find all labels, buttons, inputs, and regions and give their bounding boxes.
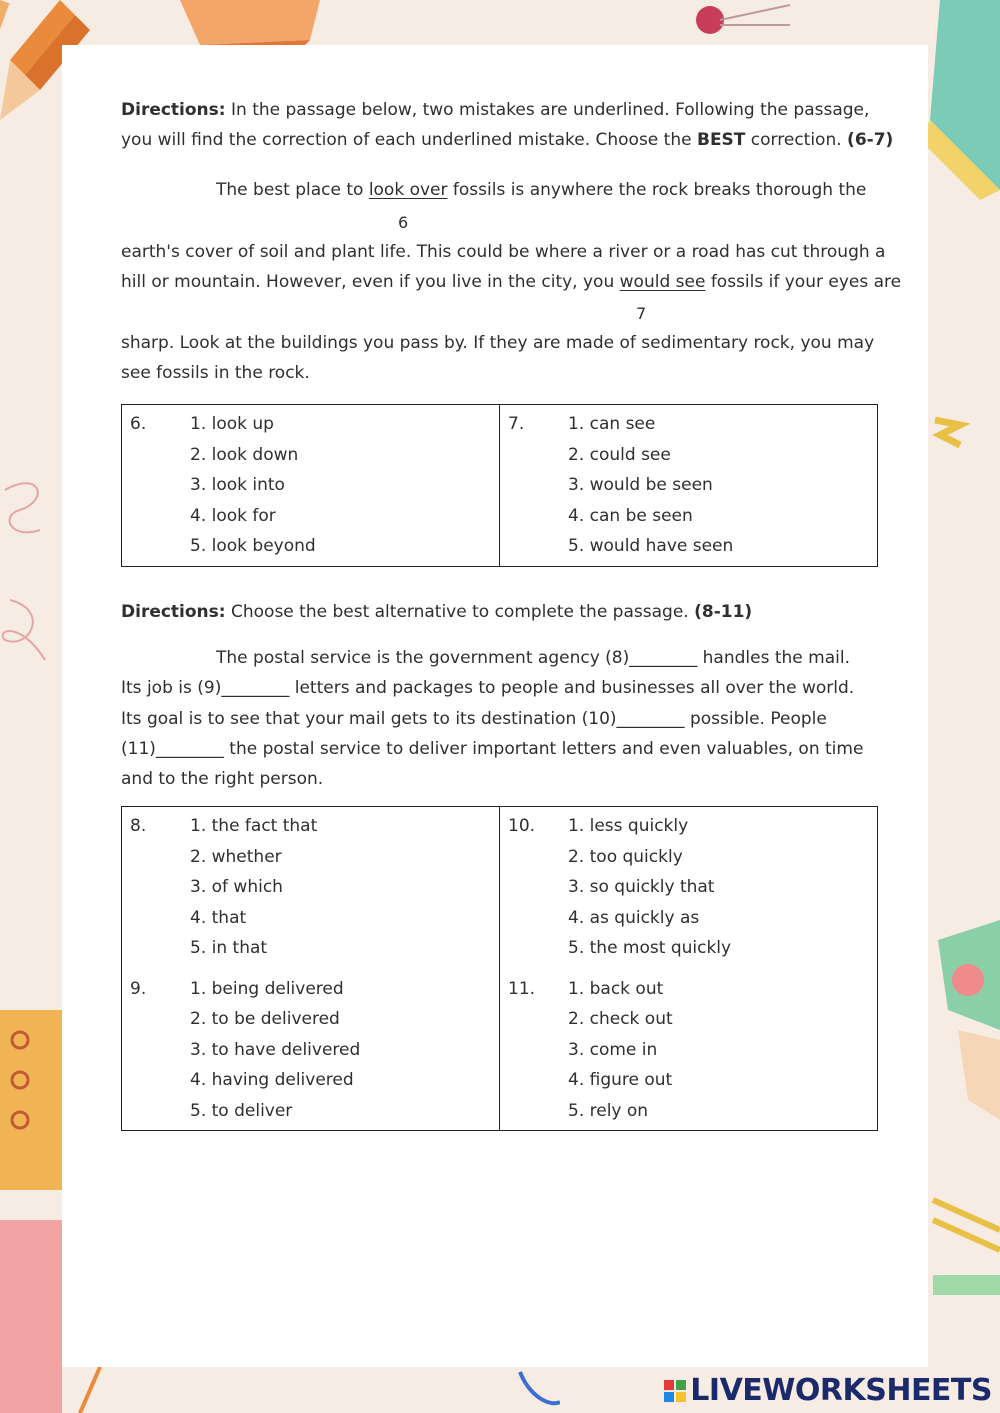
directions-2	[121, 602, 752, 622]
passage-2-line-5: and to the right person.	[121, 769, 324, 789]
directions-1-line-1	[121, 100, 869, 120]
option-8-4[interactable]: 4. that	[190, 907, 247, 928]
option-9-5[interactable]: 5. to deliver	[190, 1100, 293, 1121]
passage-1-line-1	[216, 180, 866, 200]
yellow-mark-decoration	[930, 415, 970, 455]
question-number: 10.	[508, 816, 536, 836]
directions-emphasis: BEST	[696, 130, 746, 150]
options-table-6-7	[121, 404, 878, 567]
option-6-2[interactable]: 2. look down	[190, 444, 299, 465]
pencil-decoration-top	[180, 0, 320, 50]
passage-2-line-1: The postal service is the government agency (8)________ handles the mail.	[216, 648, 850, 668]
question-cell-7	[500, 405, 878, 567]
passage-text: hill or mountain. However, even if you live in the city, you	[121, 272, 620, 292]
passage-2-line-2: Its job is (9)________ letters and packages to people and businesses all over the world.	[121, 678, 855, 698]
option-10-3[interactable]: 3. so quickly that	[568, 877, 715, 897]
directions-label: Directions:	[121, 100, 226, 120]
mistake-number-7: 7	[636, 304, 647, 323]
directions-text: correction.	[745, 130, 848, 150]
directions-1-line-2	[121, 130, 893, 150]
question-cell-6	[122, 405, 500, 567]
option-8-5[interactable]: 5. in that	[190, 938, 268, 958]
option-7-1[interactable]: 1. can see	[568, 414, 656, 434]
question-range: (8-11)	[694, 602, 753, 622]
directions-text: In the passage below, two mistakes are underlined. Following the passage,	[225, 100, 870, 120]
option-6-4[interactable]: 4. look for	[190, 505, 276, 526]
option-8-3[interactable]: 3. of which	[190, 877, 283, 897]
directions-label: Directions:	[121, 602, 226, 622]
passage-1-line-2: earth's cover of soil and plant life. This could be where a river or a road has cut through a	[121, 242, 886, 262]
option-8-1[interactable]: 1. the fact that	[190, 816, 318, 836]
passage-1-line-3	[121, 272, 901, 292]
option-6-1[interactable]: 1. look up	[190, 414, 274, 434]
option-10-5[interactable]: 5. the most quickly	[568, 938, 732, 958]
green-paper-decoration	[920, 0, 1000, 200]
question-cells-10-11	[500, 807, 878, 1131]
passage-1-line-4: sharp. Look at the buildings you pass by. If they are made of sedimentary rock, you may	[121, 333, 875, 353]
question-number: 11.	[508, 978, 536, 999]
option-11-1[interactable]: 1. back out	[568, 978, 664, 999]
option-11-4[interactable]: 4. figure out	[568, 1070, 673, 1090]
option-11-2[interactable]: 2. check out	[568, 1009, 673, 1029]
liveworksheets-logo	[664, 1373, 992, 1408]
stripes-decoration-right	[928, 1190, 1000, 1310]
option-6-5[interactable]: 5. look beyond	[190, 536, 316, 556]
notebook-decoration-left	[0, 1000, 62, 1413]
bottom-decoration	[60, 1367, 560, 1413]
option-10-1[interactable]: 1. less quickly	[568, 816, 689, 836]
option-9-1[interactable]: 1. being delivered	[190, 978, 344, 999]
options-table-8-11	[121, 806, 878, 1131]
directions-text: you will find the correction of each underlined mistake. Choose the	[121, 130, 697, 150]
passage-1-line-5: see fossils in the rock.	[121, 363, 310, 383]
option-11-5[interactable]: 5. rely on	[568, 1100, 649, 1121]
passage-text: The best place to	[216, 180, 369, 200]
logo-mark-icon	[664, 1380, 686, 1402]
question-range: (6-7)	[847, 130, 894, 150]
question-number: 6.	[130, 414, 147, 434]
option-7-4[interactable]: 4. can be seen	[568, 505, 693, 526]
question-number: 8.	[130, 816, 147, 836]
option-7-5[interactable]: 5. would have seen	[568, 536, 734, 556]
directions-text: Choose the best alternative to complete the passage.	[225, 602, 695, 622]
option-10-2[interactable]: 2. too quickly	[568, 846, 683, 867]
underlined-mistake-6: look over	[368, 180, 448, 200]
passage-2-line-4: (11)________ the postal service to deliver important letters and even valuables, on time	[121, 739, 864, 759]
option-9-2[interactable]: 2. to be delivered	[190, 1009, 340, 1029]
underlined-mistake-7: would see	[619, 272, 706, 292]
question-number: 7.	[508, 414, 525, 434]
option-10-4[interactable]: 4. as quickly as	[568, 907, 700, 928]
logo-text: LIVEWORKSHEETS	[690, 1373, 992, 1408]
mistake-number-6: 6	[398, 213, 409, 232]
option-11-3[interactable]: 3. come in	[568, 1039, 658, 1060]
option-7-2[interactable]: 2. could see	[568, 444, 671, 465]
question-cells-8-9	[122, 807, 500, 1131]
question-number: 9.	[130, 978, 147, 999]
option-9-3[interactable]: 3. to have delivered	[190, 1039, 361, 1060]
sharpener-decoration-right	[928, 920, 1000, 1120]
brush-decoration-top-right	[680, 0, 800, 50]
option-7-3[interactable]: 3. would be seen	[568, 475, 713, 495]
passage-2-line-3: Its goal is to see that your mail gets to its destination (10)________ possible. People	[121, 709, 827, 729]
passage-text: fossils if your eyes are	[705, 272, 902, 292]
option-9-4[interactable]: 4. having delivered	[190, 1070, 354, 1090]
swirl-decoration-left	[0, 460, 62, 720]
option-8-2[interactable]: 2. whether	[190, 846, 282, 867]
option-6-3[interactable]: 3. look into	[190, 475, 285, 495]
passage-text: fossils is anywhere the rock breaks thorough the	[447, 180, 867, 200]
